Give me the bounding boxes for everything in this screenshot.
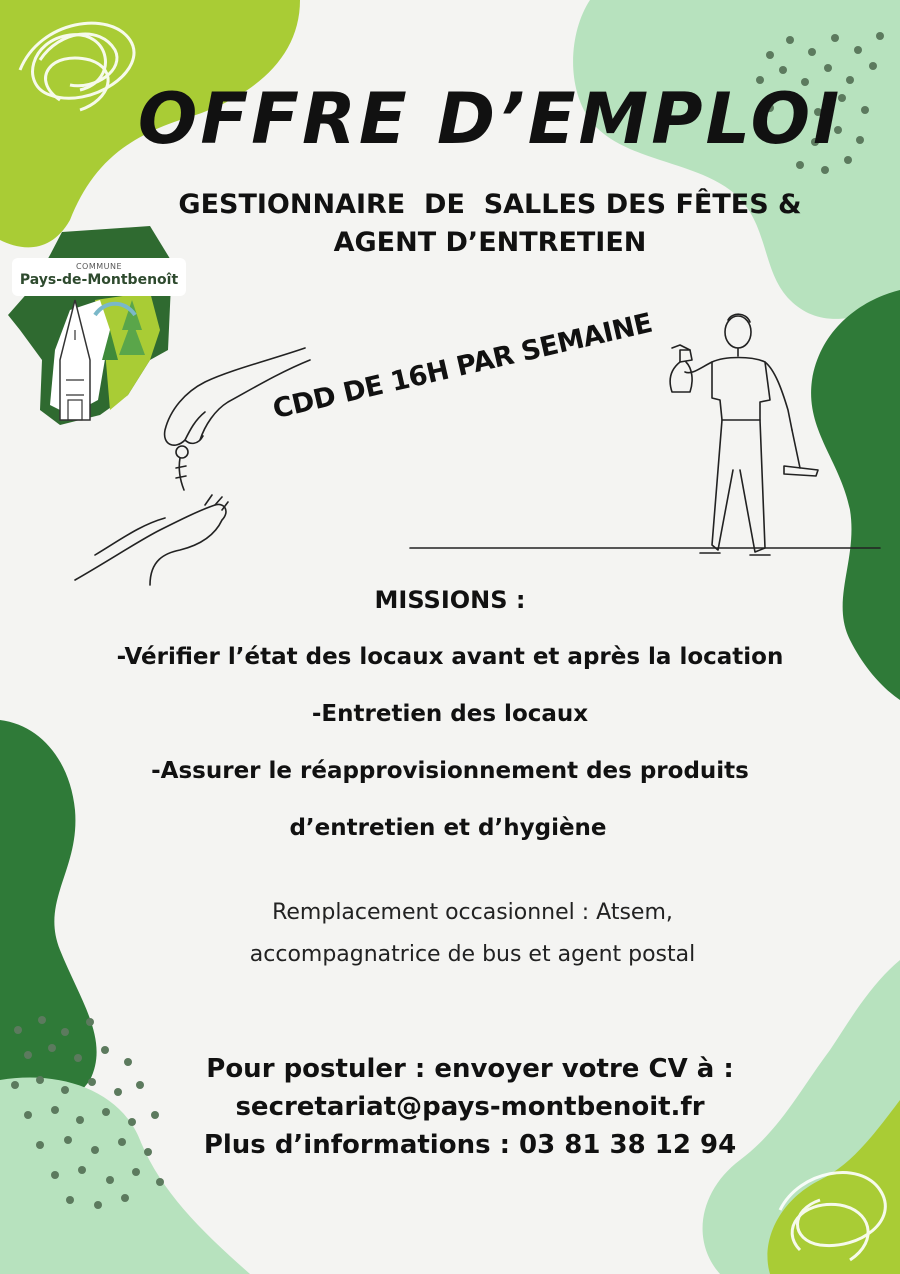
contact-apply-line: Pour postuler : envoyer votre CV à : — [206, 1054, 734, 1084]
subtitle-line-2: AGENT D’ENTRETIEN — [333, 227, 647, 258]
subtitle-line-1: GESTIONNAIRE DE SALLES DES FÊTES & — [178, 189, 802, 220]
logo-commune-name: Pays-de-Montbenoît — [19, 272, 179, 288]
blob-right — [811, 290, 900, 700]
mission-item: -Assurer le réapprovisionnement des produits — [151, 758, 749, 784]
contact-email[interactable]: secretariat@pays-montbenoit.fr — [235, 1092, 705, 1122]
commune-logo-badge — [12, 258, 186, 296]
replacement-line-2: accompagnatrice de bus et agent postal — [249, 942, 696, 967]
missions-heading: MISSIONS : — [374, 586, 526, 614]
contract-type: CDD DE 16H PAR SEMAINE — [270, 307, 656, 426]
poster-title: OFFRE D’EMPLOI — [137, 78, 843, 160]
replacement-info — [0, 892, 900, 976]
mission-item: -Entretien des locaux — [311, 701, 589, 727]
logo-commune-label: COMMUNE — [75, 262, 123, 271]
replacement-line-1: Remplacement occasionnel : Atsem, — [272, 900, 673, 925]
mission-item: d’entretien et d’hygiène — [289, 815, 607, 841]
mission-item: -Vérifier l’état des locaux avant et après la location — [116, 644, 784, 670]
contact-info — [0, 1050, 900, 1164]
poster-subtitle — [90, 186, 890, 262]
contact-phone[interactable]: Plus d’informations : 03 81 38 12 94 — [203, 1130, 737, 1160]
